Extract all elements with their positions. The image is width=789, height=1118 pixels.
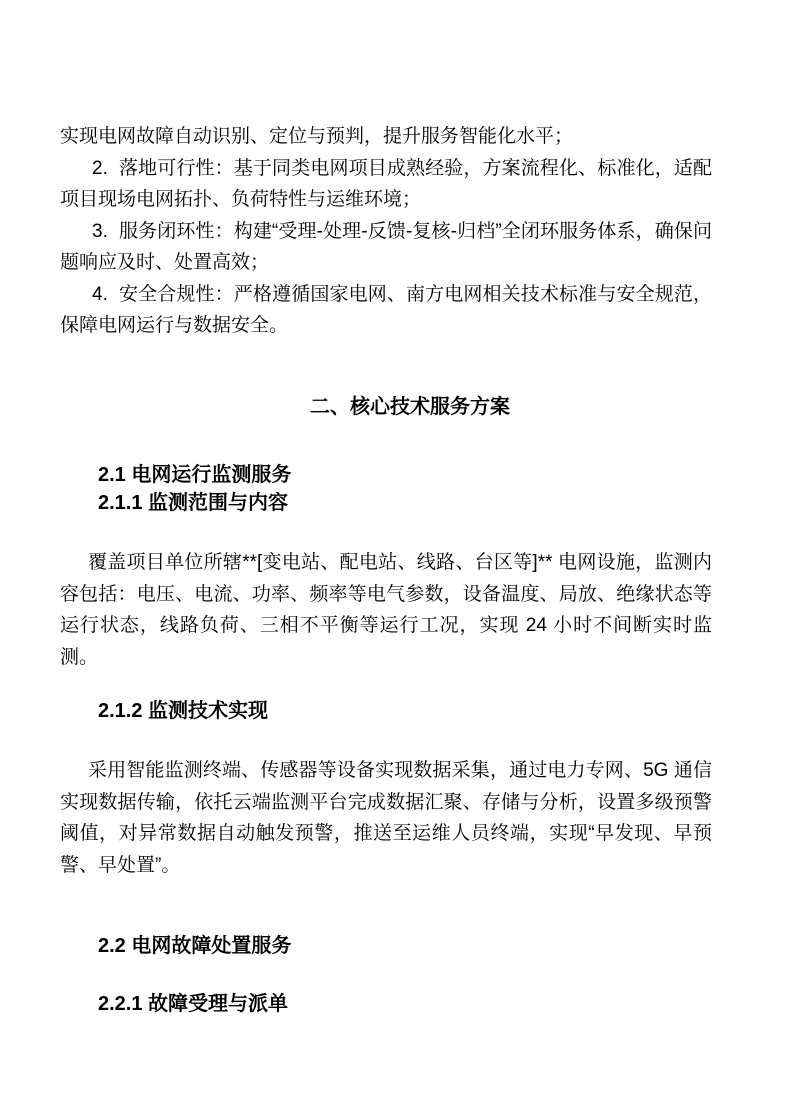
numbered-item-3 — [60, 216, 712, 279]
section-2-1-2-paragraph: 采用智能监测终端、传感器等设备实现数据采集，通过电力专网、5G 通信实现数据传输，依托云端监测平台完成数据汇聚、存储与分析，设置多级预警阈值，对异常数据自动触发预警，推送至运维人员终端，实现“早发现、早预警、早处置”。 — [60, 760, 712, 876]
item-text: 落地可行性：基于同类电网项目成熟经验，方案流程化、标准化，适配项目现场电网拓扑、负荷特性与运维环境； — [60, 157, 712, 210]
section-heading-2-1-2: 2.1.2 监测技术实现 — [98, 700, 269, 722]
numbered-item-2 — [60, 153, 712, 216]
item-text: 安全合规性：严格遵循国家电网、南方电网相关技术标准与安全规范，保障电网运行与数据安全。 — [60, 283, 712, 336]
intro-paragraph: 实现电网故障自动识别、定位与预判，提升服务智能化水平； — [60, 126, 574, 147]
chapter-heading: 二、核心技术服务方案 — [310, 395, 510, 418]
section-heading-2-2: 2.2 电网故障处置服务 — [98, 935, 292, 957]
item-text: 服务闭环性：构建“受理-处理-反馈-复核-归档”全闭环服务体系，确保问题响应及时、处置高效； — [60, 220, 712, 273]
section-heading-2-2-1: 2.2.1 故障受理与派单 — [98, 993, 289, 1015]
section-2-1-1-paragraph: 覆盖项目单位所辖**[变电站、配电站、线路、台区等]** 电网设施，监测内容包括：电压、电流、功率、频率等电气参数，设备温度、局放、绝缘状态等运行状态，线路负荷、三相不平衡等运行工况，实现 24 小时不间断实时监测。 — [60, 552, 712, 668]
item-number: 4. — [92, 283, 108, 305]
document-content — [60, 121, 712, 1018]
numbered-item-4 — [60, 279, 712, 342]
section-heading-2-1: 2.1 电网运行监测服务 — [98, 464, 292, 486]
item-number: 2. — [92, 157, 108, 179]
item-number: 3. — [92, 220, 108, 242]
section-heading-2-1-1: 2.1.1 监测范围与内容 — [98, 492, 289, 514]
